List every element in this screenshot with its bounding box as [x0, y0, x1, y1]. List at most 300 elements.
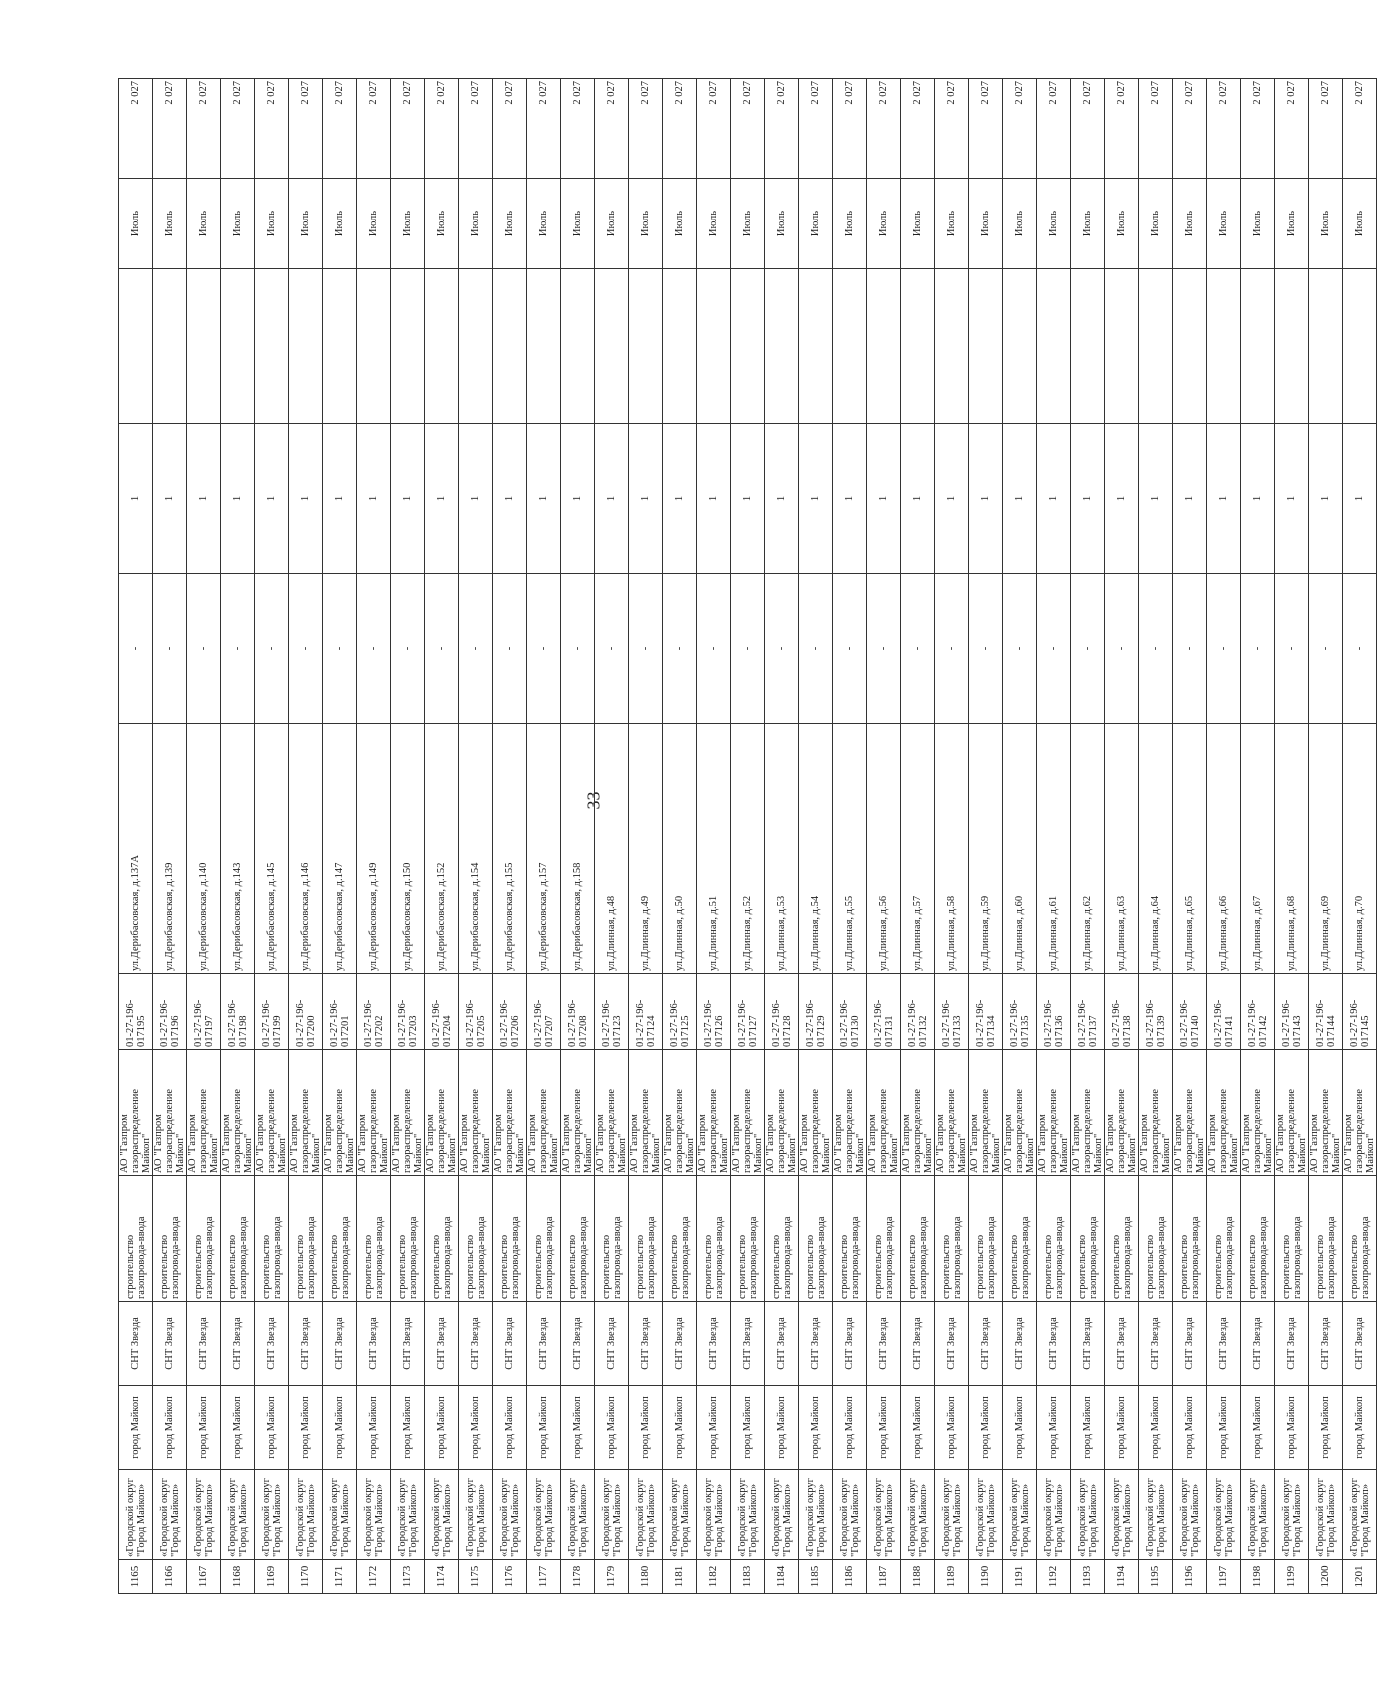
- address-cell: ул.Длинная, д.66: [1207, 724, 1241, 974]
- organization-cell: АО "Газпром газораспределение Майкоп": [425, 1050, 459, 1176]
- snt-cell: СНТ Звезда: [1343, 1302, 1377, 1386]
- object-code-cell: 01-27-196-017208: [561, 974, 595, 1050]
- year-cell: 2 027: [119, 79, 153, 179]
- city-cell: город Майкоп: [391, 1386, 425, 1470]
- row-number-cell: 1181: [663, 1560, 697, 1594]
- address-cell: ул.Длинная, д.61: [1037, 724, 1071, 974]
- year-cell: 2 027: [1207, 79, 1241, 179]
- dash-cell: -: [731, 574, 765, 724]
- municipality-cell: «Городской округ "Город Майкоп»: [731, 1470, 765, 1560]
- count-cell: 1: [731, 424, 765, 574]
- month-cell: Июль: [255, 179, 289, 269]
- year-cell: 2 027: [1071, 79, 1105, 179]
- address-cell: ул.Дерибасовская, д.145: [255, 724, 289, 974]
- month-cell: Июль: [1105, 179, 1139, 269]
- snt-cell: СНТ Звезда: [561, 1302, 595, 1386]
- work-type-cell: строительство газопровода-ввода: [187, 1176, 221, 1302]
- empty-cell: [527, 269, 561, 424]
- work-type-cell: строительство газопровода-ввода: [323, 1176, 357, 1302]
- work-type-cell: строительство газопровода-ввода: [629, 1176, 663, 1302]
- snt-cell: СНТ Звезда: [1071, 1302, 1105, 1386]
- organization-cell: АО "Газпром газораспределение Майкоп": [697, 1050, 731, 1176]
- municipality-cell: «Городской округ "Город Майкоп»: [1139, 1470, 1173, 1560]
- work-type-cell: строительство газопровода-ввода: [289, 1176, 323, 1302]
- table-row: [527, 79, 561, 1594]
- row-number-cell: 1201: [1343, 1560, 1377, 1594]
- work-type-cell: строительство газопровода-ввода: [901, 1176, 935, 1302]
- year-cell: 2 027: [1241, 79, 1275, 179]
- table-row: [153, 79, 187, 1594]
- dash-cell: -: [357, 574, 391, 724]
- organization-cell: АО "Газпром газораспределение Майкоп": [1071, 1050, 1105, 1176]
- municipality-cell: «Городской округ "Город Майкоп»: [459, 1470, 493, 1560]
- year-cell: 2 027: [255, 79, 289, 179]
- dash-cell: -: [221, 574, 255, 724]
- empty-cell: [1003, 269, 1037, 424]
- city-cell: город Майкоп: [459, 1386, 493, 1470]
- city-cell: город Майкоп: [731, 1386, 765, 1470]
- organization-cell: АО "Газпром газораспределение Майкоп": [1037, 1050, 1071, 1176]
- year-cell: 2 027: [765, 79, 799, 179]
- month-cell: Июль: [561, 179, 595, 269]
- organization-cell: АО "Газпром газораспределение Майкоп": [1139, 1050, 1173, 1176]
- address-cell: ул.Длинная, д.62: [1071, 724, 1105, 974]
- count-cell: 1: [1309, 424, 1343, 574]
- table-row: [833, 79, 867, 1594]
- address-cell: ул.Длинная, д.64: [1139, 724, 1173, 974]
- year-cell: 2 027: [867, 79, 901, 179]
- dash-cell: -: [1241, 574, 1275, 724]
- page-number: 33: [583, 791, 604, 810]
- table-row: [425, 79, 459, 1594]
- city-cell: город Майкоп: [187, 1386, 221, 1470]
- dash-cell: -: [459, 574, 493, 724]
- table-row: [1105, 79, 1139, 1594]
- row-number-cell: 1185: [799, 1560, 833, 1594]
- month-cell: Июль: [1343, 179, 1377, 269]
- address-cell: ул.Дерибасовская, д.147: [323, 724, 357, 974]
- address-cell: ул.Дерибасовская, д.154: [459, 724, 493, 974]
- empty-cell: [289, 269, 323, 424]
- snt-cell: СНТ Звезда: [493, 1302, 527, 1386]
- count-cell: 1: [425, 424, 459, 574]
- organization-cell: АО "Газпром газораспределение Майкоп": [1241, 1050, 1275, 1176]
- object-code-cell: 01-27-196-017131: [867, 974, 901, 1050]
- snt-cell: СНТ Звезда: [799, 1302, 833, 1386]
- row-number-cell: 1184: [765, 1560, 799, 1594]
- row-number-cell: 1190: [969, 1560, 1003, 1594]
- organization-cell: АО "Газпром газораспределение Майкоп": [1173, 1050, 1207, 1176]
- month-cell: Июль: [425, 179, 459, 269]
- empty-cell: [459, 269, 493, 424]
- municipality-cell: «Городской округ "Город Майкоп»: [153, 1470, 187, 1560]
- object-code-cell: 01-27-196-017133: [935, 974, 969, 1050]
- count-cell: 1: [119, 424, 153, 574]
- object-code-cell: 01-27-196-017136: [1037, 974, 1071, 1050]
- empty-cell: [1207, 269, 1241, 424]
- organization-cell: АО "Газпром газораспределение Майкоп": [1105, 1050, 1139, 1176]
- month-cell: Июль: [493, 179, 527, 269]
- dash-cell: -: [527, 574, 561, 724]
- municipality-cell: «Городской округ "Город Майкоп»: [255, 1470, 289, 1560]
- snt-cell: СНТ Звезда: [1139, 1302, 1173, 1386]
- empty-cell: [595, 269, 629, 424]
- address-cell: ул.Длинная, д.67: [1241, 724, 1275, 974]
- organization-cell: АО "Газпром газораспределение Майкоп": [1343, 1050, 1377, 1176]
- work-type-cell: строительство газопровода-ввода: [493, 1176, 527, 1302]
- table-row: [1037, 79, 1071, 1594]
- organization-cell: АО "Газпром газораспределение Майкоп": [901, 1050, 935, 1176]
- count-cell: 1: [969, 424, 1003, 574]
- count-cell: 1: [1003, 424, 1037, 574]
- work-type-cell: строительство газопровода-ввода: [255, 1176, 289, 1302]
- table-row: [323, 79, 357, 1594]
- city-cell: город Майкоп: [833, 1386, 867, 1470]
- table-row: [595, 79, 629, 1594]
- table-row: [799, 79, 833, 1594]
- month-cell: Июль: [323, 179, 357, 269]
- snt-cell: СНТ Звезда: [357, 1302, 391, 1386]
- empty-cell: [493, 269, 527, 424]
- dash-cell: -: [1003, 574, 1037, 724]
- work-type-cell: строительство газопровода-ввода: [969, 1176, 1003, 1302]
- object-code-cell: 01-27-196-017197: [187, 974, 221, 1050]
- city-cell: город Майкоп: [969, 1386, 1003, 1470]
- row-number-cell: 1174: [425, 1560, 459, 1594]
- snt-cell: СНТ Звезда: [1003, 1302, 1037, 1386]
- year-cell: 2 027: [391, 79, 425, 179]
- count-cell: 1: [255, 424, 289, 574]
- year-cell: 2 027: [153, 79, 187, 179]
- count-cell: 1: [663, 424, 697, 574]
- object-code-cell: 01-27-196-017199: [255, 974, 289, 1050]
- city-cell: город Майкоп: [595, 1386, 629, 1470]
- municipality-cell: «Городской округ "Город Майкоп»: [1003, 1470, 1037, 1560]
- work-type-cell: строительство газопровода-ввода: [153, 1176, 187, 1302]
- count-cell: 1: [1173, 424, 1207, 574]
- count-cell: 1: [901, 424, 935, 574]
- address-cell: ул.Длинная, д.50: [663, 724, 697, 974]
- empty-cell: [629, 269, 663, 424]
- city-cell: город Майкоп: [561, 1386, 595, 1470]
- organization-cell: АО "Газпром газораспределение Майкоп": [493, 1050, 527, 1176]
- year-cell: 2 027: [1003, 79, 1037, 179]
- address-cell: ул.Длинная, д.49: [629, 724, 663, 974]
- dash-cell: -: [425, 574, 459, 724]
- row-number-cell: 1192: [1037, 1560, 1071, 1594]
- empty-cell: [833, 269, 867, 424]
- address-cell: ул.Дерибасовская, д.152: [425, 724, 459, 974]
- empty-cell: [153, 269, 187, 424]
- address-cell: ул.Длинная, д.60: [1003, 724, 1037, 974]
- month-cell: Июль: [969, 179, 1003, 269]
- organization-cell: АО "Газпром газораспределение Майкоп": [221, 1050, 255, 1176]
- table-row: [867, 79, 901, 1594]
- municipality-cell: «Городской округ "Город Майкоп»: [323, 1470, 357, 1560]
- row-number-cell: 1178: [561, 1560, 595, 1594]
- object-code-cell: 01-27-196-017203: [391, 974, 425, 1050]
- row-number-cell: 1175: [459, 1560, 493, 1594]
- address-cell: ул.Длинная, д.56: [867, 724, 901, 974]
- row-number-cell: 1166: [153, 1560, 187, 1594]
- dash-cell: -: [595, 574, 629, 724]
- address-cell: ул.Длинная, д.63: [1105, 724, 1139, 974]
- table-row: [1071, 79, 1105, 1594]
- year-cell: 2 027: [629, 79, 663, 179]
- city-cell: город Майкоп: [1003, 1386, 1037, 1470]
- work-type-cell: строительство газопровода-ввода: [1173, 1176, 1207, 1302]
- snt-cell: СНТ Звезда: [901, 1302, 935, 1386]
- month-cell: Июль: [391, 179, 425, 269]
- dash-cell: -: [561, 574, 595, 724]
- address-cell: ул.Дерибасовская, д.143: [221, 724, 255, 974]
- dash-cell: -: [153, 574, 187, 724]
- empty-cell: [969, 269, 1003, 424]
- object-code-cell: 01-27-196-017142: [1241, 974, 1275, 1050]
- dash-cell: -: [1037, 574, 1071, 724]
- empty-cell: [765, 269, 799, 424]
- empty-cell: [935, 269, 969, 424]
- object-code-cell: 01-27-196-017202: [357, 974, 391, 1050]
- table-row: [1139, 79, 1173, 1594]
- month-cell: Июль: [1173, 179, 1207, 269]
- organization-cell: АО "Газпром газораспределение Майкоп": [1275, 1050, 1309, 1176]
- object-code-cell: 01-27-196-017135: [1003, 974, 1037, 1050]
- month-cell: Июль: [663, 179, 697, 269]
- address-cell: ул.Длинная, д.70: [1343, 724, 1377, 974]
- table-row: [357, 79, 391, 1594]
- dash-cell: -: [323, 574, 357, 724]
- work-type-cell: строительство газопровода-ввода: [833, 1176, 867, 1302]
- row-number-cell: 1196: [1173, 1560, 1207, 1594]
- city-cell: город Майкоп: [629, 1386, 663, 1470]
- empty-cell: [663, 269, 697, 424]
- address-cell: ул.Дерибасовская, д.149: [357, 724, 391, 974]
- count-cell: 1: [833, 424, 867, 574]
- table-row: [901, 79, 935, 1594]
- year-cell: 2 027: [425, 79, 459, 179]
- row-number-cell: 1179: [595, 1560, 629, 1594]
- address-cell: ул.Длинная, д.48: [595, 724, 629, 974]
- month-cell: Июль: [867, 179, 901, 269]
- address-cell: ул.Длинная, д.53: [765, 724, 799, 974]
- work-type-cell: строительство газопровода-ввода: [867, 1176, 901, 1302]
- count-cell: 1: [323, 424, 357, 574]
- municipality-cell: «Городской округ "Город Майкоп»: [1309, 1470, 1343, 1560]
- city-cell: город Майкоп: [1343, 1386, 1377, 1470]
- count-cell: 1: [1037, 424, 1071, 574]
- address-cell: ул.Дерибасовская, д.137А: [119, 724, 153, 974]
- month-cell: Июль: [1139, 179, 1173, 269]
- municipality-cell: «Городской округ "Город Майкоп»: [493, 1470, 527, 1560]
- count-cell: 1: [187, 424, 221, 574]
- snt-cell: СНТ Звезда: [765, 1302, 799, 1386]
- year-cell: 2 027: [1275, 79, 1309, 179]
- row-number-cell: 1187: [867, 1560, 901, 1594]
- organization-cell: АО "Газпром газораспределение Майкоп": [629, 1050, 663, 1176]
- dash-cell: -: [1309, 574, 1343, 724]
- snt-cell: СНТ Звезда: [425, 1302, 459, 1386]
- organization-cell: АО "Газпром газораспределение Майкоп": [153, 1050, 187, 1176]
- city-cell: город Майкоп: [527, 1386, 561, 1470]
- month-cell: Июль: [119, 179, 153, 269]
- city-cell: город Майкоп: [697, 1386, 731, 1470]
- empty-cell: [119, 269, 153, 424]
- city-cell: город Майкоп: [1105, 1386, 1139, 1470]
- municipality-cell: «Городской округ "Город Майкоп»: [1173, 1470, 1207, 1560]
- empty-cell: [561, 269, 595, 424]
- year-cell: 2 027: [969, 79, 1003, 179]
- city-cell: город Майкоп: [1071, 1386, 1105, 1470]
- organization-cell: АО "Газпром газораспределение Майкоп": [765, 1050, 799, 1176]
- empty-cell: [1139, 269, 1173, 424]
- table-row: [255, 79, 289, 1594]
- table-row: [459, 79, 493, 1594]
- snt-cell: СНТ Звезда: [119, 1302, 153, 1386]
- city-cell: город Майкоп: [935, 1386, 969, 1470]
- address-cell: ул.Длинная, д.52: [731, 724, 765, 974]
- dash-cell: -: [867, 574, 901, 724]
- organization-cell: АО "Газпром газораспределение Майкоп": [527, 1050, 561, 1176]
- count-cell: 1: [1071, 424, 1105, 574]
- snt-cell: СНТ Звезда: [459, 1302, 493, 1386]
- object-code-cell: 01-27-196-017195: [119, 974, 153, 1050]
- object-code-cell: 01-27-196-017141: [1207, 974, 1241, 1050]
- city-cell: город Майкоп: [1275, 1386, 1309, 1470]
- object-code-cell: 01-27-196-017132: [901, 974, 935, 1050]
- month-cell: Июль: [697, 179, 731, 269]
- city-cell: город Майкоп: [1207, 1386, 1241, 1470]
- gas-connection-table: [118, 78, 1377, 1594]
- work-type-cell: строительство газопровода-ввода: [357, 1176, 391, 1302]
- city-cell: город Майкоп: [1241, 1386, 1275, 1470]
- city-cell: город Майкоп: [1309, 1386, 1343, 1470]
- organization-cell: АО "Газпром газораспределение Майкоп": [391, 1050, 425, 1176]
- empty-cell: [323, 269, 357, 424]
- object-code-cell: 01-27-196-017198: [221, 974, 255, 1050]
- dash-cell: -: [1105, 574, 1139, 724]
- table-row: [119, 79, 153, 1594]
- municipality-cell: «Городской округ "Город Майкоп»: [969, 1470, 1003, 1560]
- address-cell: ул.Длинная, д.51: [697, 724, 731, 974]
- count-cell: 1: [289, 424, 323, 574]
- municipality-cell: «Городской округ "Город Майкоп»: [1241, 1470, 1275, 1560]
- row-number-cell: 1198: [1241, 1560, 1275, 1594]
- table-row: [561, 79, 595, 1594]
- table-row: [289, 79, 323, 1594]
- snt-cell: СНТ Звезда: [255, 1302, 289, 1386]
- count-cell: 1: [1275, 424, 1309, 574]
- snt-cell: СНТ Звезда: [1309, 1302, 1343, 1386]
- row-number-cell: 1197: [1207, 1560, 1241, 1594]
- dash-cell: -: [1207, 574, 1241, 724]
- row-number-cell: 1182: [697, 1560, 731, 1594]
- work-type-cell: строительство газопровода-ввода: [1071, 1176, 1105, 1302]
- year-cell: 2 027: [697, 79, 731, 179]
- object-code-cell: 01-27-196-017200: [289, 974, 323, 1050]
- table-row: [1003, 79, 1037, 1594]
- snt-cell: СНТ Звезда: [187, 1302, 221, 1386]
- dash-cell: -: [765, 574, 799, 724]
- row-number-cell: 1172: [357, 1560, 391, 1594]
- object-code-cell: 01-27-196-017144: [1309, 974, 1343, 1050]
- municipality-cell: «Городской округ "Город Майкоп»: [1343, 1470, 1377, 1560]
- object-code-cell: 01-27-196-017127: [731, 974, 765, 1050]
- snt-cell: СНТ Звезда: [629, 1302, 663, 1386]
- work-type-cell: строительство газопровода-ввода: [765, 1176, 799, 1302]
- count-cell: 1: [1139, 424, 1173, 574]
- object-code-cell: 01-27-196-017196: [153, 974, 187, 1050]
- address-cell: ул.Дерибасовская, д.155: [493, 724, 527, 974]
- year-cell: 2 027: [1309, 79, 1343, 179]
- year-cell: 2 027: [833, 79, 867, 179]
- address-cell: ул.Длинная, д.65: [1173, 724, 1207, 974]
- organization-cell: АО "Газпром газораспределение Майкоп": [799, 1050, 833, 1176]
- municipality-cell: «Городской округ "Город Майкоп»: [119, 1470, 153, 1560]
- work-type-cell: строительство газопровода-ввода: [391, 1176, 425, 1302]
- municipality-cell: «Городской округ "Город Майкоп»: [799, 1470, 833, 1560]
- year-cell: 2 027: [493, 79, 527, 179]
- count-cell: 1: [561, 424, 595, 574]
- table-row: [663, 79, 697, 1594]
- count-cell: 1: [357, 424, 391, 574]
- year-cell: 2 027: [731, 79, 765, 179]
- year-cell: 2 027: [1037, 79, 1071, 179]
- table-row: [1173, 79, 1207, 1594]
- object-code-cell: 01-27-196-017128: [765, 974, 799, 1050]
- row-number-cell: 1170: [289, 1560, 323, 1594]
- municipality-cell: «Городской округ "Город Майкоп»: [289, 1470, 323, 1560]
- municipality-cell: «Городской округ "Город Майкоп»: [391, 1470, 425, 1560]
- dash-cell: -: [697, 574, 731, 724]
- month-cell: Июль: [629, 179, 663, 269]
- dash-cell: -: [255, 574, 289, 724]
- object-code-cell: 01-27-196-017125: [663, 974, 697, 1050]
- month-cell: Июль: [459, 179, 493, 269]
- empty-cell: [1309, 269, 1343, 424]
- municipality-cell: «Городской округ "Город Майкоп»: [187, 1470, 221, 1560]
- municipality-cell: «Городской округ "Город Майкоп»: [629, 1470, 663, 1560]
- work-type-cell: строительство газопровода-ввода: [1139, 1176, 1173, 1302]
- snt-cell: СНТ Звезда: [663, 1302, 697, 1386]
- object-code-cell: 01-27-196-017126: [697, 974, 731, 1050]
- organization-cell: АО "Газпром газораспределение Майкоп": [1309, 1050, 1343, 1176]
- dash-cell: -: [969, 574, 1003, 724]
- address-cell: ул.Длинная, д.69: [1309, 724, 1343, 974]
- month-cell: Июль: [1309, 179, 1343, 269]
- city-cell: город Майкоп: [425, 1386, 459, 1470]
- city-cell: город Майкоп: [119, 1386, 153, 1470]
- year-cell: 2 027: [357, 79, 391, 179]
- municipality-cell: «Городской округ "Город Майкоп»: [867, 1470, 901, 1560]
- count-cell: 1: [765, 424, 799, 574]
- work-type-cell: строительство газопровода-ввода: [1309, 1176, 1343, 1302]
- object-code-cell: 01-27-196-017145: [1343, 974, 1377, 1050]
- count-cell: 1: [391, 424, 425, 574]
- month-cell: Июль: [357, 179, 391, 269]
- city-cell: город Майкоп: [1037, 1386, 1071, 1470]
- month-cell: Июль: [289, 179, 323, 269]
- row-number-cell: 1167: [187, 1560, 221, 1594]
- table-row: [1309, 79, 1343, 1594]
- organization-cell: АО "Газпром газораспределение Майкоп": [357, 1050, 391, 1176]
- work-type-cell: строительство газопровода-ввода: [221, 1176, 255, 1302]
- object-code-cell: 01-27-196-017204: [425, 974, 459, 1050]
- row-number-cell: 1169: [255, 1560, 289, 1594]
- year-cell: 2 027: [663, 79, 697, 179]
- address-cell: ул.Дерибасовская, д.139: [153, 724, 187, 974]
- municipality-cell: «Городской округ "Город Майкоп»: [425, 1470, 459, 1560]
